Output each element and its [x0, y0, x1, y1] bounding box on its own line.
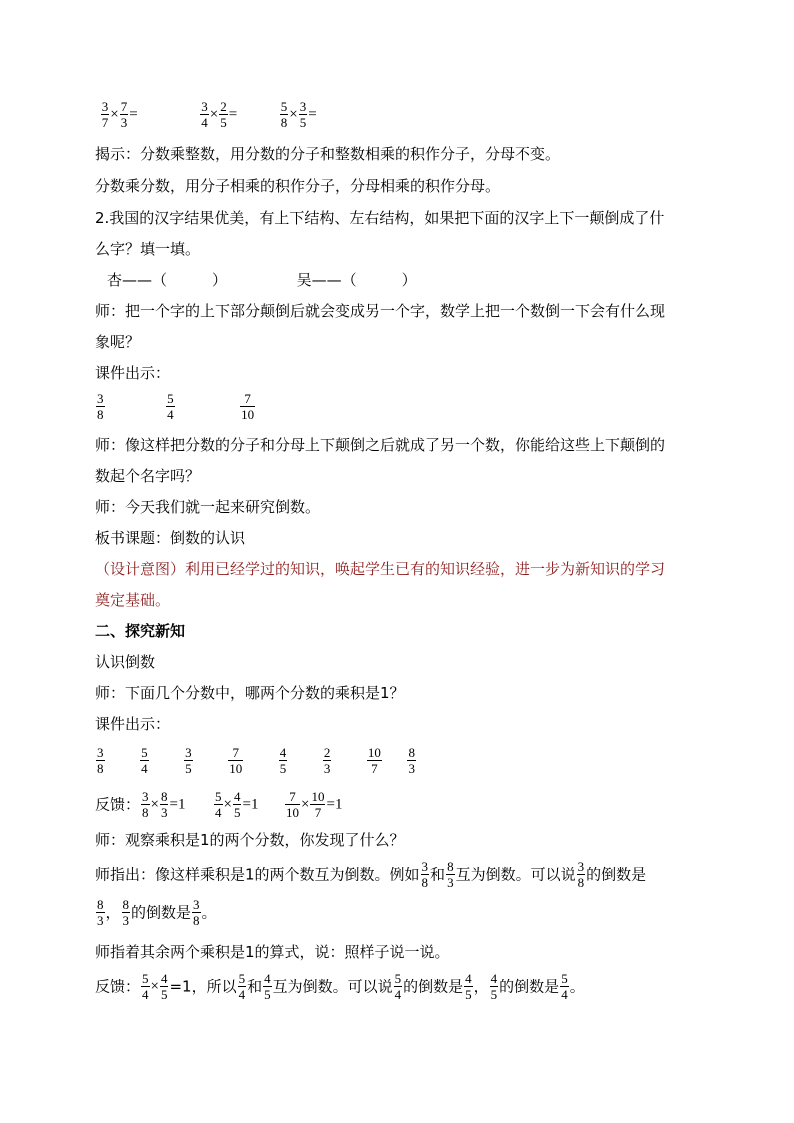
fraction: $\frac{8}{3}$: [408, 745, 415, 776]
fraction: $\frac{3}{8}$: [577, 859, 585, 890]
text-run: 互为倒数。可以说: [272, 977, 393, 996]
text-run: 和: [430, 865, 446, 884]
times-sign: ×: [289, 106, 298, 123]
paragraph-teacher-point-line-2: [95, 894, 217, 930]
fraction: $\frac{4}{5}$: [465, 971, 472, 1002]
feedback-label: 反馈：: [95, 795, 141, 814]
fraction: $\frac{4}{5}$: [264, 971, 271, 1002]
paragraph-teacher-point-line-1: [95, 856, 646, 892]
text-run: 。: [569, 977, 585, 996]
feedback-row-2: [95, 968, 585, 1004]
fraction: $\frac{3}{8}$: [421, 859, 429, 890]
fill-blank-2: 吴——（ ）: [296, 271, 417, 289]
times-sign: ×: [301, 796, 310, 813]
fraction: $\frac{10}{7}$: [311, 789, 325, 820]
text-run: 的倒数是: [586, 865, 647, 884]
paragraph-question-2-line-2: 么字？填一填。: [95, 240, 201, 258]
fraction: $\frac{5}{4}$: [215, 789, 222, 820]
fraction: $\frac{3}{8}$: [193, 897, 200, 928]
fraction: $\frac{7}{3}$: [120, 99, 128, 130]
fraction: $\frac{5}{8}$: [280, 99, 288, 130]
fraction: $\frac{4}{5}$: [233, 789, 241, 820]
equals-sign: =: [228, 106, 238, 123]
fraction-list-2: [95, 742, 417, 778]
text-run: 互为倒数。可以说: [455, 865, 576, 884]
fraction: $\frac{4}{5}$: [279, 745, 287, 776]
fraction: $\frac{4}{5}$: [490, 971, 498, 1002]
fraction: $\frac{7}{10}$: [241, 391, 255, 422]
text-run: ，: [105, 903, 121, 922]
fraction: $\frac{4}{5}$: [160, 971, 168, 1002]
text-run: =1，所以: [169, 977, 237, 996]
fraction: $\frac{5}{4}$: [167, 391, 174, 422]
times-sign: ×: [209, 106, 219, 123]
paragraph-design-intent-line-2: 奠定基础。: [95, 591, 171, 609]
text-run: 和: [247, 977, 263, 996]
times-sign: ×: [223, 796, 232, 813]
text-run: 的倒数是: [499, 977, 560, 996]
times-sign: ×: [150, 796, 159, 813]
fraction: $\frac{7}{10}$: [229, 745, 243, 776]
fraction: $\frac{3}{8}$: [97, 391, 104, 422]
section-heading: 二、探究新知: [95, 622, 186, 640]
fraction: $\frac{3}{5}$: [185, 745, 192, 776]
fraction: $\frac{10}{7}$: [367, 745, 381, 776]
times-sign: ×: [150, 978, 159, 995]
paragraph-teacher-1-line-2: 象呢？: [95, 333, 141, 351]
paragraph-courseware-2: 课件出示：: [95, 715, 171, 733]
fraction: $\frac{8}{3}$: [122, 897, 130, 928]
fraction: $\frac{8}{3}$: [97, 897, 104, 928]
paragraph-recognize-reciprocal: 认识倒数: [95, 653, 156, 671]
fraction: $\frac{2}{5}$: [220, 99, 227, 130]
equals-sign: =: [308, 106, 317, 123]
paragraph-teacher-2-line-1: 师：像这样把分数的分子和分母上下颠倒之后就成了另一个数，你能给这些上下颠倒的: [95, 436, 666, 454]
equals-sign: =: [129, 106, 138, 123]
fraction: $\frac{3}{8}$: [97, 745, 104, 776]
fraction: $\frac{2}{3}$: [323, 745, 331, 776]
fraction-list-1: [95, 388, 256, 424]
paragraph-teacher-2-line-2: 数起个名字吗？: [95, 467, 201, 485]
fraction: $\frac{3}{4}$: [201, 99, 208, 130]
times-sign: ×: [110, 106, 119, 123]
paragraph-reveal-1: 揭示：分数乘整数，用分数的分子和整数相乘的积作分子，分母不变。: [95, 145, 561, 163]
text-run: 的倒数是: [403, 977, 464, 996]
fraction: $\frac{5}{4}$: [142, 971, 149, 1002]
text-run: ，: [473, 977, 489, 996]
paragraph-teacher-3: 师：今天我们就一起来研究倒数。: [95, 498, 321, 516]
fraction: $\frac{5}{4}$: [141, 745, 148, 776]
fill-blank-1: 杏——（ ）: [107, 271, 228, 289]
fraction: $\frac{3}{7}$: [101, 99, 109, 130]
fraction: $\frac{8}{3}$: [447, 859, 454, 890]
paragraph-teacher-5: 师：观察乘积是1的两个分数，你发现了什么？: [95, 831, 405, 849]
paragraph-teacher-4: 师：下面几个分数中，哪两个分数的乘积是1？: [95, 684, 405, 702]
fraction: $\frac{5}{4}$: [238, 971, 246, 1002]
feedback-row-1: [95, 786, 342, 822]
fraction: $\frac{5}{4}$: [394, 971, 402, 1002]
fraction: $\frac{7}{10}$: [286, 789, 300, 820]
text-run: 。: [201, 903, 217, 922]
paragraph-lesson-title: 板书课题：倒数的认识: [95, 529, 246, 547]
fill-blank-row: [107, 268, 417, 292]
paragraph-question-2-line-1: 2.我国的汉字结果优美，有上下结构、左右结构，如果把下面的汉字上下一颠倒成了什: [95, 209, 665, 227]
equals-one: =1: [326, 796, 343, 813]
fraction: $\frac{8}{3}$: [160, 789, 168, 820]
paragraph-teacher-6: 师指着其余两个乘积是1的算式，说：照样子说一说。: [95, 943, 450, 961]
equals-one: =1: [169, 796, 186, 813]
paragraph-courseware-1: 课件出示：: [95, 364, 171, 382]
paragraph-teacher-1-line-1: 师：把一个字的上下部分颠倒后就会变成另一个字，数学上把一个数倒一下会有什么现: [95, 302, 666, 320]
fraction: $\frac{3}{8}$: [142, 789, 149, 820]
fraction: $\frac{3}{5}$: [299, 99, 307, 130]
paragraph-design-intent-line-1: （设计意图）利用已经学过的知识，唤起学生已有的知识经验，进一步为新知识的学习: [95, 560, 666, 578]
equals-one: =1: [242, 796, 259, 813]
text-run: 的倒数是: [131, 903, 192, 922]
text-run: 师指出：像这样乘积是1的两个数互为倒数。例如: [95, 865, 420, 884]
paragraph-reveal-2: 分数乘分数，用分子相乘的积作分子，分母相乘的积作分母。: [95, 177, 501, 195]
expression-row: [95, 96, 317, 132]
feedback-label: 反馈：: [95, 977, 141, 996]
fraction: $\frac{5}{4}$: [561, 971, 568, 1002]
